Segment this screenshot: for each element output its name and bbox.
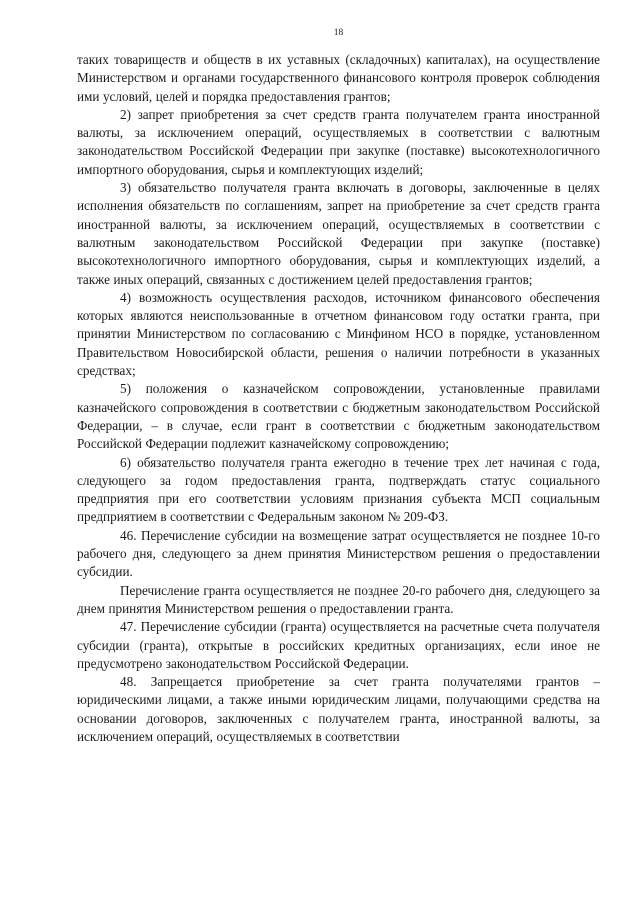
list-item-5: 5) положения о казначейском сопровождении, установленные правилами казначейского сопровождения в соответствии с бюджетным законодательством Российской Федерации, – в случае, если грант в соответствии с бюджетным законодательством Российской Федерации подлежит казначейскому сопровождению; bbox=[77, 381, 600, 452]
paragraph-continuation: таких товариществ и обществ в их уставных (складочных) капиталах), на осуществление Министерством и органами государственного финансового контроля проверок соблюдения ими условий, целей и порядка предоставления грантов; bbox=[77, 52, 600, 104]
clause-48: 48. Запрещается приобретение за счет гранта получателями грантов – юридическими лицами, а также иными юридическим лицами, получающими средства на основании договоров, заключенных с получателем гранта, иностранной валюты, за исключением операций, осуществляемых в соответствии bbox=[77, 674, 600, 744]
list-item-3: 3) обязательство получателя гранта включать в договоры, заключенные в целях исполнения обязательств по соглашениям, запрет на приобретение за счет средств гранта иностранной валюты, за исключением операций, осуществляемых в соответствии с валютным законодательством Российской Федерации при закупке (поставке) высокотехнологичного импортного оборудования, сырья и комплектующих изделий, а также иных операций, связанных с достижением целей предоставления грантов; bbox=[77, 180, 600, 287]
list-item-2: 2) запрет приобретения за счет средств гранта получателем гранта иностранной валюты, за исключением операций, осуществляемых в соответствии с валютным законодательством Российской Федерации при закупке (поставке) высокотехнологичного импортного оборудования, сырья и комплектующих изделий; bbox=[77, 106, 600, 177]
clause-46-grant: Перечисление гранта осуществляется не позднее 20-го рабочего дня, следующего за днем принятия Министерством решения о предоставлении гранта. bbox=[77, 582, 600, 616]
list-item-6: 6) обязательство получателя гранта ежегодно в течение трех лет начиная с года, следующего за годом предоставления гранта, подтверждать статус социального предприятия при его соответствии условиям признания субъекта МСП социальным предприятием в соответствии с Федеральным законом № 209-ФЗ. bbox=[77, 454, 600, 525]
list-item-4: 4) возможность осуществления расходов, источником финансового обеспечения которых являются неиспользованные в отчетном финансовом году остатки гранта, при принятии Министерством по согласованию с Минфином НСО в порядке, установленном Правительством Новосибирской области, решения о наличии потребности в указанных средствах; bbox=[77, 289, 600, 379]
clause-47: 47. Перечисление субсидии (гранта) осуществляется на расчетные счета получателя субсидии (гранта), открытые в российских кредитных организациях, если иное не предусмотрено законодательством Российской Федерации. bbox=[77, 619, 600, 671]
clause-46: 46. Перечисление субсидии на возмещение затрат осуществляется не позднее 10-го рабочего дня, следующего за днем принятия Министерством решения о предоставлении субсидии. bbox=[77, 527, 600, 580]
page-number: 18 bbox=[333, 28, 344, 38]
